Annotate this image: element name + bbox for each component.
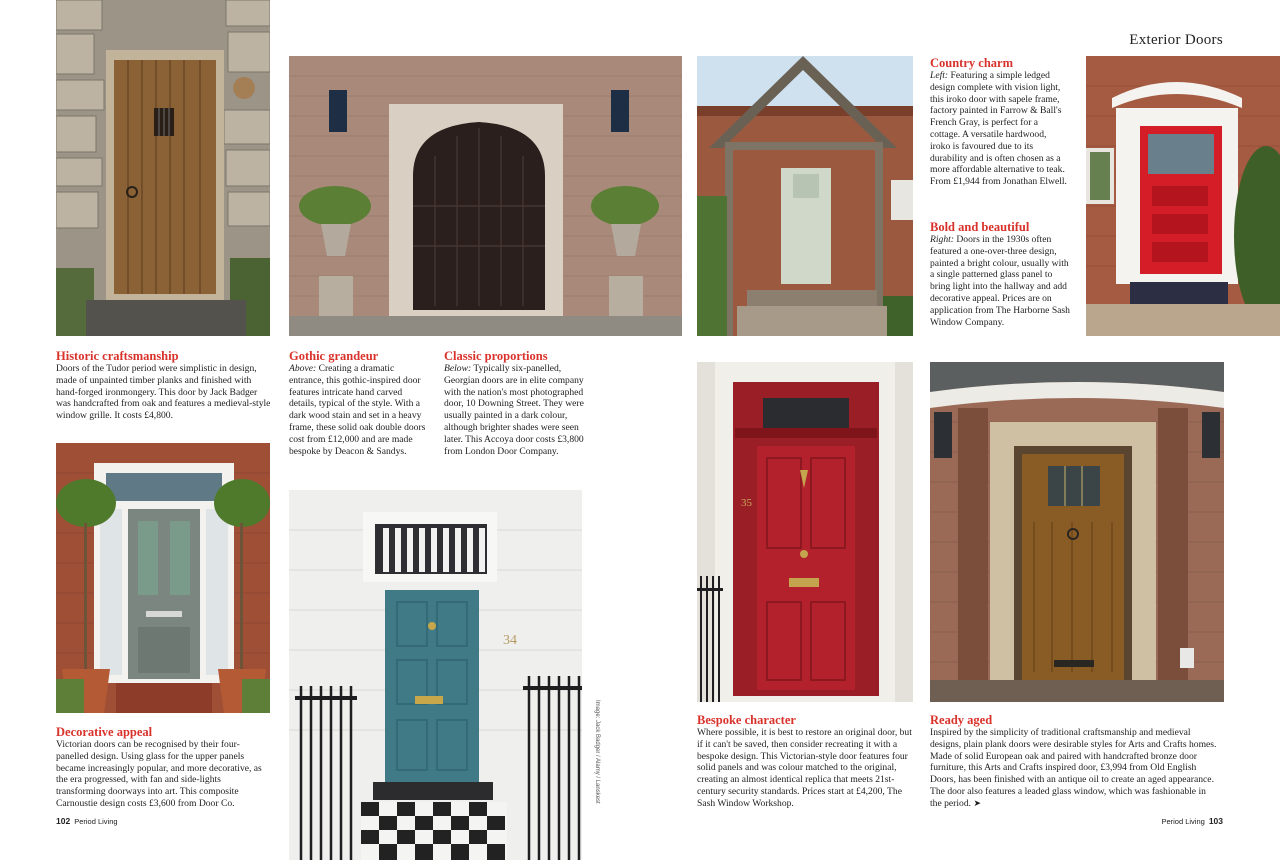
caption-bespoke-body: Where possible, it is best to restore an original door, but if it can't be saved, then consider recreating it with a bespoke design. This Victorian-style door features four solid panels and was colour matched to the original, creating an almost identical replica that meets 21st-century security standards. Prices start at £4,200, The Sash Window Workshop. — [697, 727, 912, 809]
caption-gothic-body — [289, 363, 429, 457]
caption-decorative-body: Victorian doors can be recognised by their four-panelled design. Using glass for the upper panels became increasingly popular, and more decorative, as the era progressed, with fan and side-lights transforming doorways into art. This composite Carnoustie design costs £3,600 from Door Co. — [56, 739, 262, 809]
caption-country-heading: Country charm — [930, 56, 1013, 70]
photo-bold-red-door — [1086, 56, 1280, 336]
caption-gothic-text: Creating a dramatic entrance, this gothic-inspired door features intricate hand carved details, typical of the style. With a dark wood stain and set in a heavy frame, these solid oak double doors cost from £12,000 and are made bespoke by Deacon & Sandys. — [289, 363, 426, 457]
section-title: Exterior Doors — [1129, 32, 1223, 48]
caption-bold-body — [930, 234, 1070, 328]
photo-bespoke-red-door — [697, 362, 913, 702]
caption-country-lead: Left: — [930, 70, 949, 81]
caption-ready-text: Inspired by the simplicity of traditional craftsmanship and medieval designs, plain plank doors were desirable styles for Arts and Crafts homes. Made of solid European oak and paired with handcrafted bronze door furniture, this Arts and Crafts inspired door, £3,994 from Old English Doors, has been finished with an antique oil to create an aged appearance. The door also features a leaded glass window, which was fashionable in the period. — [930, 727, 1217, 809]
magazine-name-left: Period Living — [74, 817, 118, 826]
photo-arts-crafts-door — [930, 362, 1224, 702]
photo-gothic-door — [289, 56, 682, 336]
caption-ready-heading: Ready aged — [930, 713, 993, 727]
page-number-right: 103 — [1208, 816, 1223, 826]
caption-historic-body: Doors of the Tudor period were simplistic in design, made of unpainted timber planks and finished with hand-forged ironmongery. This door by Jack Badger was handcrafted from oak and features a medieval-style window grille. It costs £4,800. — [56, 363, 271, 422]
photo-country-door — [697, 56, 913, 336]
photo-victorian-door — [56, 443, 270, 713]
caption-classic-text: Typically six-panelled, Georgian doors are in elite company with the nation's most photographed door, 10 Downing Street. They were usually painted in a dark colour, although brighter shades were seen later. This Accoya door costs £3,800 from London Door Company. — [444, 363, 584, 457]
caption-country-text: Featuring a simple ledged design complete with vision light, this iroko door with sapele frame, factory painted in Farrow & Ball's French Gray, is perfect for a cottage. A versatile hardwood, iroko is favoured due to its durability and is often chosen as a more affordable alternative to teak. From £1,944 from Jonathan Elwell. — [930, 70, 1067, 188]
caption-historic-heading: Historic craftsmanship — [56, 349, 179, 363]
folio-right — [1161, 816, 1223, 826]
caption-country-body — [930, 70, 1068, 188]
house-number-red: 35 — [741, 497, 752, 509]
photo-georgian-teal-door — [289, 490, 582, 860]
house-number-teal: 34 — [503, 633, 517, 648]
caption-decorative-heading: Decorative appeal — [56, 725, 153, 739]
caption-ready-body — [930, 727, 1218, 811]
caption-bold-heading: Bold and beautiful — [930, 220, 1030, 234]
caption-gothic-lead: Above: — [289, 363, 317, 374]
caption-classic-body — [444, 363, 586, 457]
caption-gothic-heading: Gothic grandeur — [289, 349, 379, 363]
folio-left — [56, 816, 118, 826]
caption-classic-heading: Classic proportions — [444, 349, 548, 363]
caption-bespoke-heading: Bespoke character — [697, 713, 796, 727]
page-number-left: 102 — [56, 816, 71, 826]
caption-classic-lead: Below: — [444, 363, 472, 374]
photo-tudor-door — [56, 0, 270, 336]
caption-bold-lead: Right: — [930, 234, 954, 245]
magazine-name-right: Period Living — [1161, 817, 1205, 826]
caption-bold-text: Doors in the 1930s often featured a one-over-three design, painted a bright colour, usually with a single patterned glass panel to bring light into the hallway and add decorative appeal. Prices are on application from The Harborne Sash Window Company. — [930, 234, 1070, 328]
photo-credit: Image: Jack Badger / Alamy / Lanskest — [594, 700, 600, 804]
end-mark-icon: ➤ — [973, 798, 981, 809]
